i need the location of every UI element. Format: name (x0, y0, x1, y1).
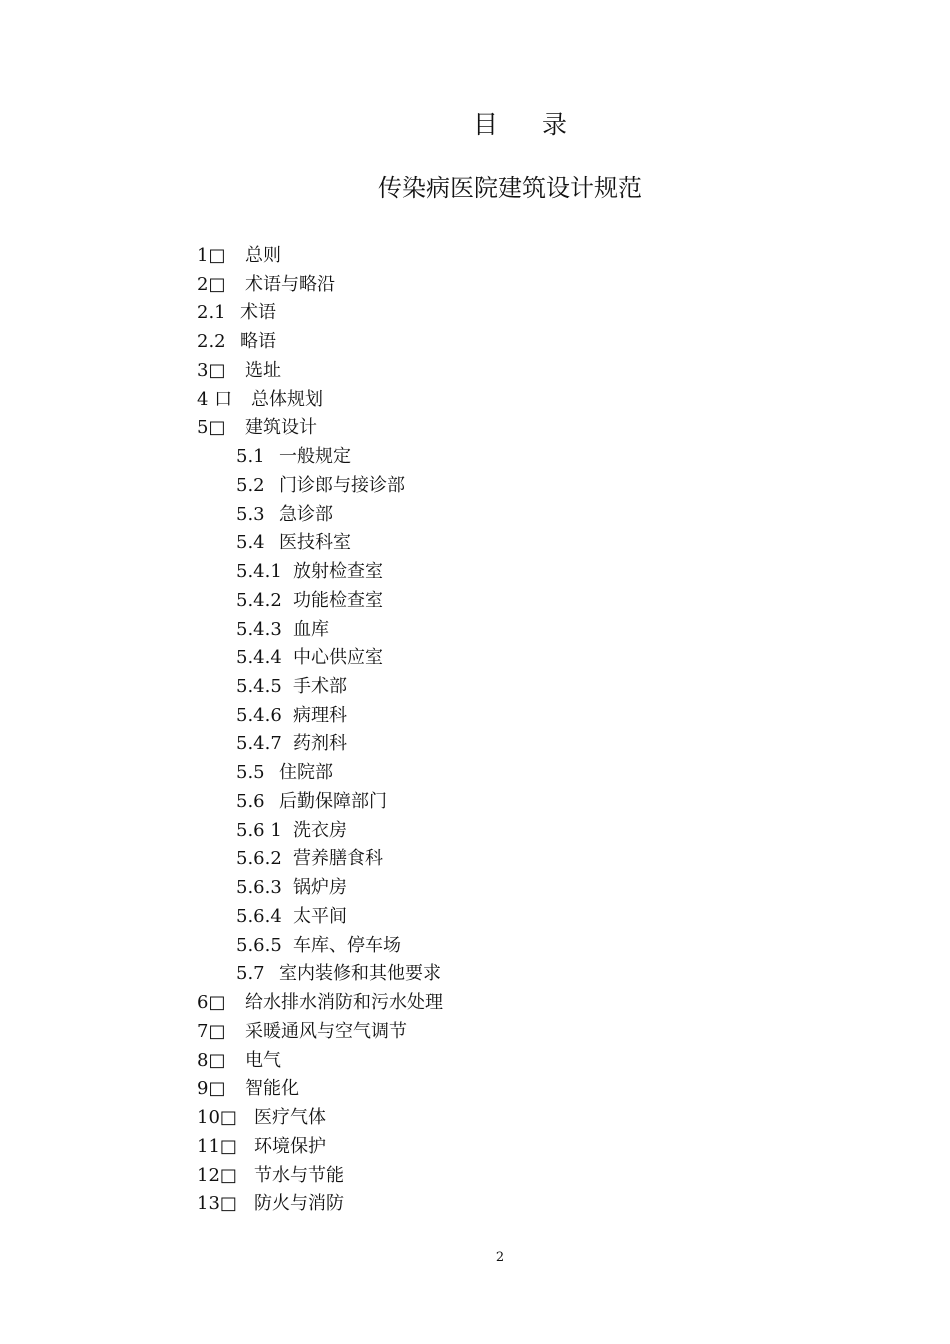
toc-item-title: 住院部 (279, 762, 333, 784)
toc-item-number: 5.2 (236, 474, 265, 496)
toc-item-title: 总体规划 (251, 388, 323, 410)
toc-item-title: 略语 (240, 331, 276, 353)
toc-item[interactable] (197, 1133, 443, 1162)
toc-item-title: 智能化 (245, 1078, 299, 1100)
toc-item-number: 5.6.2 (236, 848, 282, 870)
toc-item-title: 电气 (245, 1049, 281, 1071)
table-of-contents (197, 242, 443, 1219)
toc-item[interactable] (197, 1104, 443, 1133)
toc-item-number: 7□ (197, 1020, 226, 1042)
toc-subitem[interactable] (197, 932, 443, 961)
toc-subitem[interactable] (197, 558, 443, 587)
toc-item-title: 手术部 (293, 676, 347, 698)
toc-item-title: 病理科 (293, 704, 347, 726)
toc-item-title: 放射检查室 (293, 561, 383, 583)
toc-item-title: 洗衣房 (293, 819, 347, 841)
toc-item-title: 术语 (240, 302, 276, 324)
toc-item[interactable] (197, 1018, 443, 1047)
toc-item-title: 门诊郎与接诊部 (279, 474, 405, 496)
toc-subitem[interactable] (197, 903, 443, 932)
toc-item[interactable] (197, 386, 443, 415)
toc-subitem[interactable] (197, 472, 443, 501)
toc-item-title: 节水与节能 (254, 1164, 344, 1186)
toc-item-title: 后勤保障部门 (279, 790, 387, 812)
toc-item-number: 2.1 (197, 302, 226, 324)
toc-item-number: 4 口 (197, 388, 233, 410)
toc-item[interactable] (197, 328, 443, 357)
toc-item-number: 5.6 1 (236, 819, 282, 841)
toc-subitem[interactable] (197, 817, 443, 846)
toc-item-number: 2□ (197, 273, 226, 295)
toc-item[interactable] (197, 299, 443, 328)
toc-subitem[interactable] (197, 587, 443, 616)
toc-subitem[interactable] (197, 960, 443, 989)
toc-item-number: 5.4.5 (236, 676, 282, 698)
toc-subitem[interactable] (197, 759, 443, 788)
toc-item[interactable] (197, 271, 443, 300)
toc-item-number: 5.4.2 (236, 589, 282, 611)
toc-subitem[interactable] (197, 443, 443, 472)
toc-item[interactable] (197, 1162, 443, 1191)
toc-item-title: 一般规定 (279, 446, 351, 468)
toc-item[interactable] (197, 989, 443, 1018)
toc-item-title: 药剂科 (293, 733, 347, 755)
toc-subitem[interactable] (197, 616, 443, 645)
toc-subitem[interactable] (197, 730, 443, 759)
toc-item-number: 5.4.6 (236, 704, 282, 726)
toc-item-number: 11□ (197, 1135, 237, 1157)
toc-item-number: 6□ (197, 992, 226, 1014)
toc-item-title: 总则 (245, 245, 281, 266)
toc-item-number: 13□ (197, 1193, 237, 1215)
toc-item-number: 5.6.5 (236, 934, 282, 956)
toc-item-number: 5.1 (236, 446, 265, 468)
toc-item-title: 车库、停车场 (293, 934, 401, 956)
toc-item-title: 血库 (293, 618, 329, 640)
toc-subitem[interactable] (197, 788, 443, 817)
toc-subitem[interactable] (197, 644, 443, 673)
toc-item-number: 5.6.4 (236, 905, 282, 927)
toc-item-title: 给水排水消防和污水处理 (245, 992, 443, 1014)
toc-item-number: 5.5 (236, 762, 265, 784)
toc-item-title: 室内装修和其他要求 (279, 963, 441, 985)
toc-item-number: 5.4.4 (236, 647, 282, 669)
toc-item[interactable] (197, 1075, 443, 1104)
toc-subitem[interactable] (197, 529, 443, 558)
toc-item-title: 选址 (245, 359, 281, 381)
toc-item-number: 5.3 (236, 503, 265, 525)
page-number: 2 (495, 1250, 505, 1265)
toc-item-title: 环境保护 (254, 1135, 326, 1157)
toc-item-number: 9□ (197, 1078, 226, 1100)
toc-item-number: 2.2 (197, 331, 226, 353)
toc-subitem[interactable] (197, 845, 443, 874)
toc-item-number: 3□ (197, 359, 226, 381)
toc-item-number: 5□ (197, 417, 226, 439)
toc-item-title: 建筑设计 (245, 417, 317, 439)
toc-item-title: 太平间 (293, 905, 347, 927)
toc-item-title: 急诊部 (279, 503, 333, 525)
toc-item-title: 术语与略沿 (245, 273, 335, 295)
page-title (0, 108, 950, 142)
title-char-2: 录 (542, 110, 568, 139)
title-char-1: 目 (472, 110, 498, 139)
toc-item-number: 5.4 (236, 532, 265, 554)
toc-item-title: 医疗气体 (254, 1107, 326, 1129)
toc-item[interactable] (197, 357, 443, 386)
toc-item-number: 12□ (197, 1164, 237, 1186)
toc-item-number: 5.4.7 (236, 733, 282, 755)
toc-item-title: 医技科室 (279, 532, 351, 554)
toc-item-number: 5.4.1 (236, 561, 282, 583)
toc-item-title: 中心供应室 (293, 647, 383, 669)
document-subtitle: 传染病医院建筑设计规范 (378, 174, 642, 202)
toc-item[interactable] (197, 414, 443, 443)
toc-item-number: 1□ (197, 245, 226, 266)
toc-item-number: 5.4.3 (236, 618, 282, 640)
toc-item[interactable] (197, 1190, 443, 1219)
toc-subitem[interactable] (197, 702, 443, 731)
toc-item-number: 10□ (197, 1107, 237, 1129)
toc-item-number: 5.7 (236, 963, 265, 985)
toc-item[interactable] (197, 242, 443, 271)
toc-item[interactable] (197, 1047, 443, 1076)
toc-subitem[interactable] (197, 501, 443, 530)
toc-subitem[interactable] (197, 673, 443, 702)
toc-item-title: 功能检查室 (293, 589, 383, 611)
toc-item-title: 营养膳食科 (293, 848, 383, 870)
toc-item-number: 5.6.3 (236, 877, 282, 899)
toc-item-number: 5.6 (236, 790, 265, 812)
toc-item-title: 防火与消防 (254, 1193, 344, 1215)
toc-item-number: 8□ (197, 1049, 226, 1071)
toc-item-title: 锅炉房 (293, 877, 347, 899)
toc-item-title: 采暖通风与空气调节 (245, 1020, 407, 1042)
toc-subitem[interactable] (197, 874, 443, 903)
